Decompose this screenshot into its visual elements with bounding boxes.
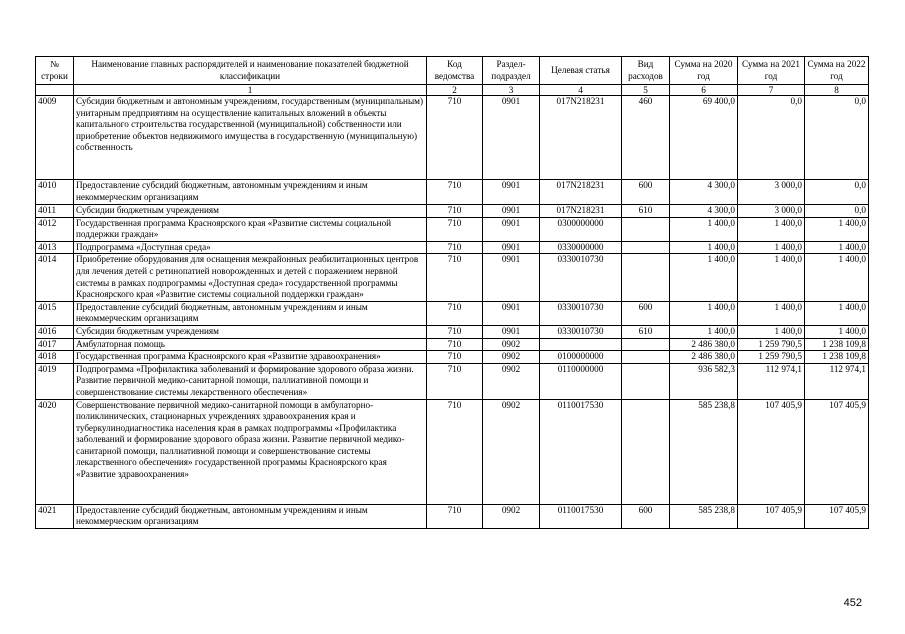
row-ved: 710 [427,96,483,180]
row-section: 0901 [483,301,540,325]
row-ved: 710 [427,325,483,338]
table-row [36,504,869,528]
row-number: 4011 [36,205,74,218]
row-name: Совершенствование первичной медико-санитарной помощи в амбулаторно-поликлинических, стационарных учреждениях здравоохранения края и туберкулинодиагностика населения края в рамках подпрограммы «Профилактика заболеваний и формирование здорового образа жизни. Развитие первичной медико-санитарной помощи, паллиативной помощи и совершенствование системы лекарственного обеспечения» государственной программы Красноярского края «Развитие здравоохранения» [74,399,427,504]
row-name: Предоставление субсидий бюджетным, автономным учреждениям и иным некоммерческим организациям [74,301,427,325]
row-expense-type: 600 [622,504,670,528]
row-name: Предоставление субсидий бюджетным, автономным учреждениям и иным некоммерческим организациям [74,180,427,205]
row-expense-type [622,363,670,399]
row-sum-2022: 1 400,0 [805,241,869,254]
row-ved: 710 [427,241,483,254]
row-expense-type [622,399,670,504]
row-number: 4010 [36,180,74,205]
row-target-article: 0100000000 [540,351,622,364]
row-sum-2022: 1 400,0 [805,254,869,301]
row-ved: 710 [427,351,483,364]
row-sum-2021: 1 400,0 [738,325,805,338]
row-sum-2022: 107 405,9 [805,504,869,528]
row-target-article: 0330010730 [540,325,622,338]
row-name: Государственная программа Красноярского края «Развитие системы социальной поддержки граждан» [74,217,427,241]
row-number: 4009 [36,96,74,180]
table-row [36,205,869,218]
row-target-article: 0330010730 [540,301,622,325]
row-ved: 710 [427,301,483,325]
table-row [36,96,869,180]
row-sum-2022: 0,0 [805,96,869,180]
row-sum-2020: 585 238,8 [670,399,738,504]
table-row [36,241,869,254]
column-number-row [36,85,869,96]
table-row [36,399,869,504]
row-section: 0902 [483,504,540,528]
page-number: 452 [843,597,862,609]
column-number: 1 [74,85,427,96]
budget-table [35,56,869,529]
row-sum-2020: 936 582,3 [670,363,738,399]
row-number: 4021 [36,504,74,528]
row-sum-2022: 1 400,0 [805,301,869,325]
column-number: 6 [670,85,738,96]
row-sum-2022: 1 238 109,8 [805,351,869,364]
row-sum-2020: 585 238,8 [670,504,738,528]
row-sum-2020: 4 300,0 [670,205,738,218]
row-sum-2020: 1 400,0 [670,217,738,241]
row-section: 0902 [483,363,540,399]
row-name: Подпрограмма «Доступная среда» [74,241,427,254]
table-row [36,254,869,301]
row-expense-type [622,254,670,301]
row-sum-2022: 0,0 [805,205,869,218]
row-sum-2021: 1 259 790,5 [738,338,805,351]
row-sum-2021: 1 400,0 [738,254,805,301]
row-sum-2022: 107 405,9 [805,399,869,504]
row-section: 0902 [483,338,540,351]
row-sum-2022: 112 974,1 [805,363,869,399]
column-number: 5 [622,85,670,96]
header-sum-2022: Сумма на 2022 год [805,57,869,85]
row-sum-2021: 107 405,9 [738,399,805,504]
row-name: Амбулаторная помощь [74,338,427,351]
row-sum-2020: 4 300,0 [670,180,738,205]
row-sum-2020: 69 400,0 [670,96,738,180]
row-number: 4016 [36,325,74,338]
row-name: Субсидии бюджетным и автономным учреждениям, государственным (муниципальным) унитарным предприятиям на осуществление капитальных вложений в объекты капитального строительства государственной (муниципальной) собственности или приобретение объектов недвижимого имущества в государственную (муниципальную) собственность [74,96,427,180]
row-sum-2020: 2 486 380,0 [670,351,738,364]
row-name: Подпрограмма «Профилактика заболеваний и формирование здорового образа жизни. Развитие первичной медико-санитарной помощи, паллиативной помощи и совершенствование системы лекарственного обеспечения» [74,363,427,399]
row-ved: 710 [427,180,483,205]
row-ved: 710 [427,363,483,399]
row-ved: 710 [427,399,483,504]
row-expense-type: 610 [622,325,670,338]
row-number: 4013 [36,241,74,254]
row-number: 4014 [36,254,74,301]
row-expense-type [622,338,670,351]
row-expense-type: 600 [622,301,670,325]
row-ved: 710 [427,338,483,351]
row-section: 0901 [483,241,540,254]
column-number: 3 [483,85,540,96]
table-header-row [36,57,869,85]
header-row-number: № строки [36,57,74,85]
row-ved: 710 [427,205,483,218]
row-sum-2020: 1 400,0 [670,301,738,325]
row-sum-2020: 1 400,0 [670,254,738,301]
header-target-article: Целевая статья [540,57,622,85]
row-name: Приобретение оборудования для оснащения межрайонных реабилитационных центров для лечения детей с ретинопатией новорожденных и детей с поражением нервной системы в рамках подпрограммы «Доступная среда» государственной программы Красноярского края «Развитие системы социальной поддержки граждан» [74,254,427,301]
row-target-article: 0110000000 [540,363,622,399]
row-section: 0901 [483,180,540,205]
row-ved: 710 [427,217,483,241]
row-target-article: 017N218231 [540,205,622,218]
header-sum-2021: Сумма на 2021 год [738,57,805,85]
column-number: 7 [738,85,805,96]
row-section: 0901 [483,325,540,338]
row-target-article: 017N218231 [540,180,622,205]
row-number: 4020 [36,399,74,504]
row-section: 0901 [483,96,540,180]
row-sum-2020: 2 486 380,0 [670,338,738,351]
column-number [36,85,74,96]
row-expense-type: 460 [622,96,670,180]
row-sum-2021: 3 000,0 [738,180,805,205]
row-sum-2021: 3 000,0 [738,205,805,218]
row-number: 4017 [36,338,74,351]
row-ved: 710 [427,504,483,528]
row-expense-type: 600 [622,180,670,205]
header-ved-code: Код ведомства [427,57,483,85]
row-sum-2021: 0,0 [738,96,805,180]
row-target-article: 0330010730 [540,254,622,301]
row-sum-2021: 1 400,0 [738,301,805,325]
row-sum-2022: 1 400,0 [805,325,869,338]
row-target-article: 0110017530 [540,399,622,504]
row-sum-2021: 112 974,1 [738,363,805,399]
row-expense-type [622,217,670,241]
table-row [36,217,869,241]
row-expense-type [622,241,670,254]
row-target-article: 0110017530 [540,504,622,528]
table-row [36,338,869,351]
row-section: 0901 [483,205,540,218]
row-name: Субсидии бюджетным учреждениям [74,205,427,218]
header-sum-2020: Сумма на 2020 год [670,57,738,85]
column-number: 4 [540,85,622,96]
row-sum-2021: 1 259 790,5 [738,351,805,364]
row-sum-2021: 107 405,9 [738,504,805,528]
row-sum-2020: 1 400,0 [670,241,738,254]
row-target-article: 0300000000 [540,217,622,241]
table-row [36,301,869,325]
row-target-article [540,338,622,351]
row-sum-2021: 1 400,0 [738,217,805,241]
row-sum-2021: 1 400,0 [738,241,805,254]
table-row [36,180,869,205]
row-sum-2022: 0,0 [805,180,869,205]
header-name: Наименование главных распорядителей и наименование показателей бюджетной классификации [74,57,427,85]
header-section: Раздел-подраздел [483,57,540,85]
row-number: 4012 [36,217,74,241]
row-sum-2022: 1 400,0 [805,217,869,241]
column-number: 8 [805,85,869,96]
row-expense-type [622,351,670,364]
header-expense-type: Вид расходов [622,57,670,85]
row-section: 0902 [483,399,540,504]
row-name: Субсидии бюджетным учреждениям [74,325,427,338]
row-sum-2020: 1 400,0 [670,325,738,338]
row-number: 4018 [36,351,74,364]
row-section: 0902 [483,351,540,364]
row-ved: 710 [427,254,483,301]
column-number: 2 [427,85,483,96]
row-target-article: 017N218231 [540,96,622,180]
row-name: Предоставление субсидий бюджетным, автономным учреждениям и иным некоммерческим организациям [74,504,427,528]
table-row [36,363,869,399]
row-target-article: 0330000000 [540,241,622,254]
row-section: 0901 [483,217,540,241]
table-row [36,325,869,338]
row-section: 0901 [483,254,540,301]
row-name: Государственная программа Красноярского края «Развитие здравоохранения» [74,351,427,364]
row-expense-type: 610 [622,205,670,218]
table-row [36,351,869,364]
row-sum-2022: 1 238 109,8 [805,338,869,351]
row-number: 4019 [36,363,74,399]
row-number: 4015 [36,301,74,325]
